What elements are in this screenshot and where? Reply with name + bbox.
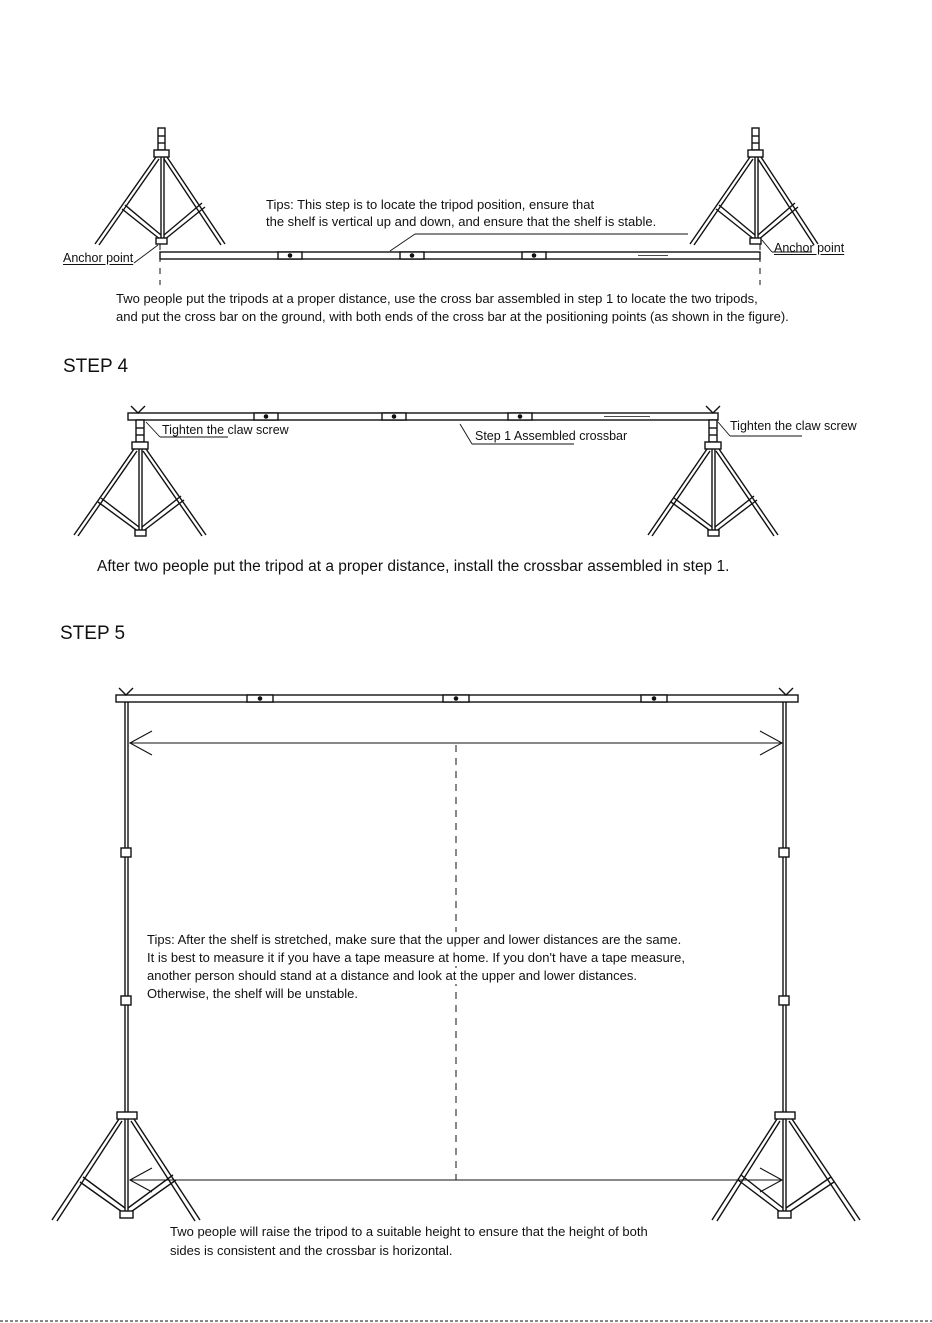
tripod-left-step5 bbox=[52, 1112, 200, 1221]
crossbar-label: Step 1 Assembled crossbar bbox=[475, 429, 628, 443]
step5-caption-line1: Two people will raise the tripod to a suitable height to ensure that the height of both bbox=[170, 1224, 648, 1239]
step4-heading: STEP 4 bbox=[63, 356, 129, 377]
claw-screw-left-label: Tighten the claw screw bbox=[162, 423, 289, 437]
section1-tips-line1: Tips: This step is to locate the tripod position, ensure that bbox=[266, 197, 595, 212]
anchor-point-left-label: Anchor point bbox=[63, 251, 134, 265]
step5-caption-line2: sides is consistent and the crossbar is horizontal. bbox=[170, 1243, 453, 1258]
crossbar-on-ground bbox=[160, 244, 760, 285]
section1-caption-line2: and put the cross bar on the ground, with both ends of the cross bar at the positioning points (as shown in the figure). bbox=[116, 309, 789, 324]
step5-tips-line2: It is best to measure it if you have a tape measure at home. If you don't have a tape measure, bbox=[147, 950, 685, 965]
crossbar-step5 bbox=[116, 688, 798, 702]
step5-tips-line3: another person should stand at a distance and look at the upper and lower distances. bbox=[147, 968, 637, 983]
claw-screw-right-label: Tighten the claw screw bbox=[730, 419, 857, 433]
section1-tips-line2: the shelf is vertical up and down, and ensure that the shelf is stable. bbox=[266, 214, 657, 229]
step4-caption: After two people put the tripod at a proper distance, install the crossbar assembled in step 1. bbox=[97, 558, 730, 575]
crossbar-step4 bbox=[128, 406, 720, 420]
stand-pole-left bbox=[121, 702, 131, 1112]
tripod-right-step4 bbox=[648, 420, 778, 536]
step5-heading: STEP 5 bbox=[60, 623, 126, 644]
step5-tips-line4: Otherwise, the shelf will be unstable. bbox=[147, 986, 358, 1001]
tripod-left-section1 bbox=[95, 128, 225, 245]
tripod-right-step5 bbox=[712, 1112, 860, 1221]
step5-tips-line1: Tips: After the shelf is stretched, make sure that the upper and lower distances are the same. bbox=[147, 932, 682, 947]
stand-pole-right bbox=[779, 702, 789, 1112]
section1-caption-line1: Two people put the tripods at a proper distance, use the cross bar assembled in step 1 to locate the two tripods, bbox=[116, 291, 758, 306]
anchor-point-right-label: Anchor point bbox=[774, 241, 845, 255]
tripod-right-section1 bbox=[690, 128, 818, 245]
